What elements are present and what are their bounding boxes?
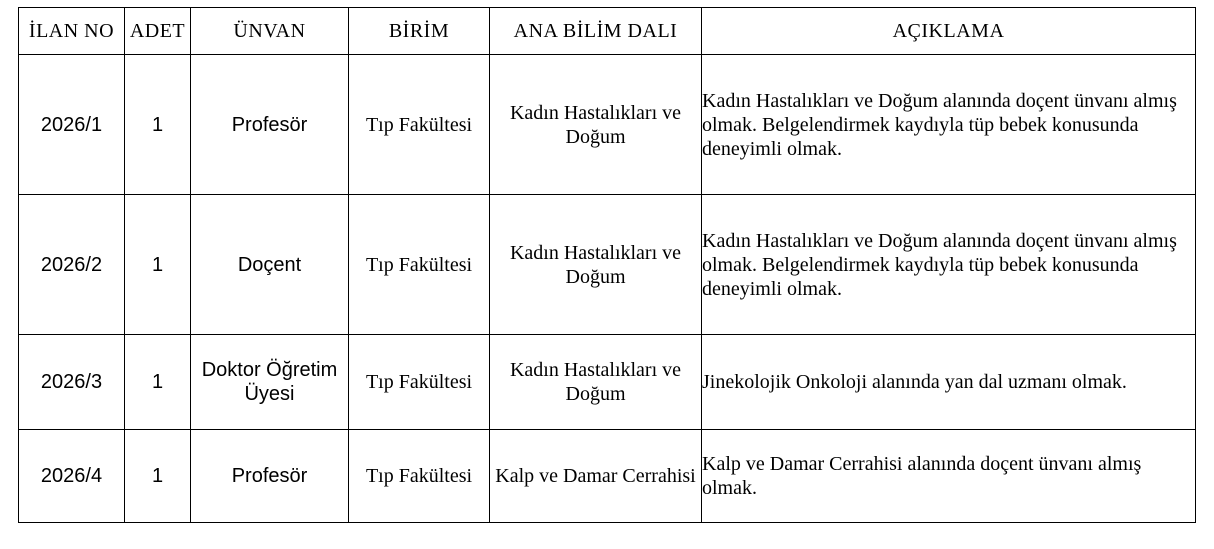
cell-aciklama: Kadın Hastalıkları ve Doğum alanında doçent ünvanı almış olmak. Belgelendirmek kaydıyla tüp bebek konusunda deneyimli olmak. <box>702 195 1196 335</box>
table-row <box>19 55 1196 195</box>
cell-ana-bilim-dali: Kalp ve Damar Cerrahisi <box>490 430 702 523</box>
cell-birim: Tıp Fakültesi <box>349 55 490 195</box>
table-row <box>19 335 1196 430</box>
cell-birim: Tıp Fakültesi <box>349 195 490 335</box>
cell-adet: 1 <box>125 335 191 430</box>
cell-adet: 1 <box>125 430 191 523</box>
cell-aciklama: Kadın Hastalıkları ve Doğum alanında doçent ünvanı almış olmak. Belgelendirmek kaydıyla tüp bebek konusunda deneyimli olmak. <box>702 55 1196 195</box>
cell-unvan: Doktor Öğretim Üyesi <box>191 335 349 430</box>
cell-aciklama: Kalp ve Damar Cerrahisi alanında doçent ünvanı almış olmak. <box>702 430 1196 523</box>
cell-ilan-no: 2026/1 <box>19 55 125 195</box>
cell-ana-bilim-dali: Kadın Hastalıkları ve Doğum <box>490 195 702 335</box>
cell-unvan: Doçent <box>191 195 349 335</box>
cell-unvan: Profesör <box>191 55 349 195</box>
cell-ana-bilim-dali: Kadın Hastalıkları ve Doğum <box>490 55 702 195</box>
cell-aciklama: Jinekolojik Onkoloji alanında yan dal uzmanı olmak. <box>702 335 1196 430</box>
cell-adet: 1 <box>125 195 191 335</box>
cell-birim: Tıp Fakültesi <box>349 430 490 523</box>
cell-ilan-no: 2026/2 <box>19 195 125 335</box>
cell-birim: Tıp Fakültesi <box>349 335 490 430</box>
header-ilan-no: İLAN NO <box>19 8 125 55</box>
cell-ana-bilim-dali: Kadın Hastalıkları ve Doğum <box>490 335 702 430</box>
header-birim: BİRİM <box>349 8 490 55</box>
cell-ilan-no: 2026/3 <box>19 335 125 430</box>
job-listing-table <box>18 7 1196 523</box>
table-row <box>19 430 1196 523</box>
cell-ilan-no: 2026/4 <box>19 430 125 523</box>
header-adet: ADET <box>125 8 191 55</box>
table-row <box>19 195 1196 335</box>
header-ana-bilim-dali: ANA BİLİM DALI <box>490 8 702 55</box>
cell-adet: 1 <box>125 55 191 195</box>
header-unvan: ÜNVAN <box>191 8 349 55</box>
table-header-row <box>19 8 1196 55</box>
header-aciklama: AÇIKLAMA <box>702 8 1196 55</box>
cell-unvan: Profesör <box>191 430 349 523</box>
